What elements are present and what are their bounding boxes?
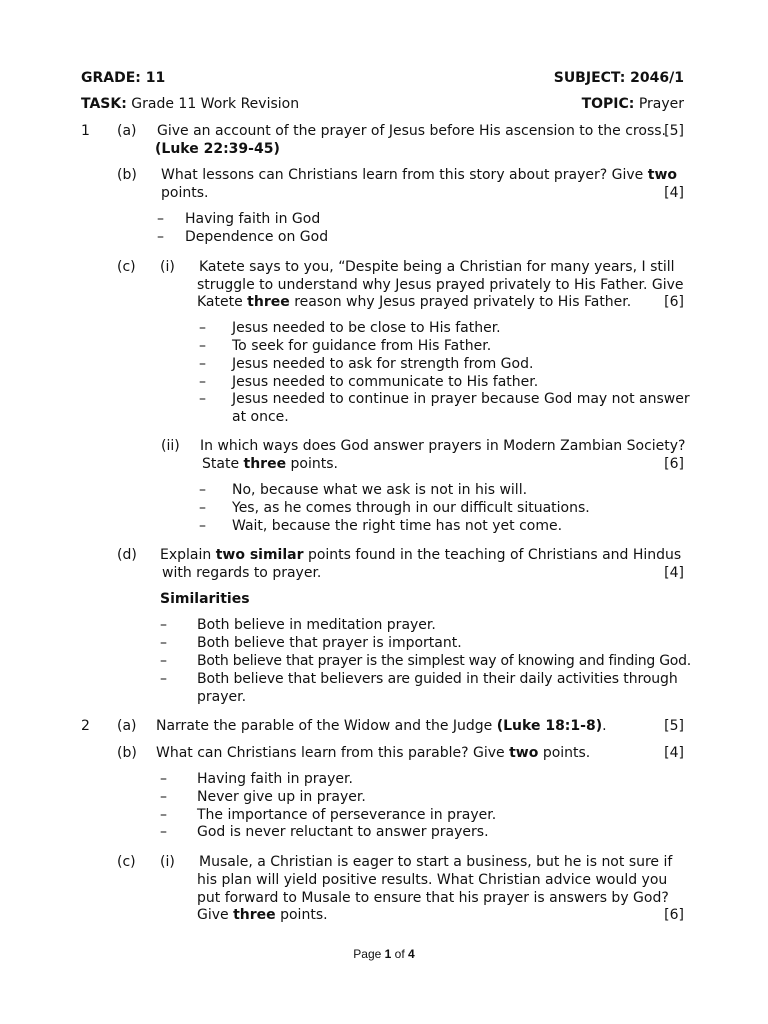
q1cii-text: State — [202, 456, 240, 472]
q2a-marks: [5] — [664, 718, 684, 734]
bullet-dash: – — [199, 338, 206, 354]
q2b-answer-2: Never give up in prayer. — [197, 789, 366, 805]
page-total: 4 — [408, 947, 415, 961]
q1a-label: (a) — [117, 123, 137, 139]
task-value: Grade 11 Work Revision — [131, 96, 300, 112]
q2b-line — [156, 744, 590, 762]
q1d-answer-3: Both believe that prayer is the simplest way of knowing and finding God. — [197, 653, 691, 669]
q1d-label: (d) — [117, 547, 137, 563]
bullet-dash: – — [157, 229, 164, 245]
q1ci-answer-4: Jesus needed to communicate to His father. — [232, 374, 539, 390]
q2c-label: (c) — [117, 854, 136, 870]
q1b-answer-1: Having faith in God — [185, 211, 321, 227]
q2ci-bold: three — [233, 907, 276, 923]
q2b-label: (b) — [117, 745, 137, 761]
similarities-heading: Similarities — [160, 591, 250, 607]
q1cii-answer-2: Yes, as he comes through in our difficult situations. — [232, 500, 590, 516]
q1d-answer-2: Both believe that prayer is important. — [197, 635, 462, 651]
q1ci-line2: struggle to understand why Jesus prayed privately to His Father. Give — [197, 277, 684, 293]
q2ci-marks: [6] — [664, 907, 684, 923]
q2-number: 2 — [81, 718, 90, 734]
topic-line — [582, 95, 684, 113]
bullet-dash: – — [199, 482, 206, 498]
q1a-reference: (Luke 22:39-45) — [155, 141, 280, 157]
bullet-dash: – — [160, 653, 167, 669]
topic-value: Prayer — [638, 96, 684, 112]
bullet-dash: – — [199, 500, 206, 516]
q1c-label: (c) — [117, 259, 136, 275]
bullet-dash: – — [160, 617, 167, 633]
q1d-bold: two similar — [215, 547, 304, 563]
q1ci-line1: Katete says to you, “Despite being a Christian for many years, I still — [199, 259, 675, 275]
q2b-answer-4: God is never reluctant to answer prayers. — [197, 824, 489, 840]
bullet-dash: – — [160, 789, 167, 805]
q2b-answer-1: Having faith in prayer. — [197, 771, 353, 787]
q1d-line1 — [160, 546, 681, 564]
q1cii-answer-3: Wait, because the right time has not yet come. — [232, 518, 563, 534]
q2ci-line1: Musale, a Christian is eager to start a business, but he is not sure if — [199, 854, 673, 870]
q2a-period: . — [602, 718, 607, 734]
q2b-text: What can Christians learn from this parable? Give — [156, 745, 505, 761]
q2b-bold: two — [509, 745, 539, 761]
q1cii-label: (ii) — [161, 438, 180, 454]
q2ci-label: (i) — [160, 854, 175, 870]
page-footer — [0, 946, 768, 962]
q1ci-answer-2: To seek for guidance from His Father. — [232, 338, 492, 354]
q1cii-text-post: points. — [290, 456, 338, 472]
q1-number: 1 — [81, 123, 90, 139]
bullet-dash: – — [160, 824, 167, 840]
bullet-dash: – — [199, 518, 206, 534]
q1ci-answer-5-cont: at once. — [232, 409, 289, 425]
q1cii-marks: [6] — [664, 456, 684, 472]
q1cii-line1: In which ways does God answer prayers in Modern Zambian Society? — [200, 438, 686, 454]
q2b-marks: [4] — [664, 745, 684, 761]
bullet-dash: – — [199, 356, 206, 372]
q1d-line2: with regards to prayer. — [162, 565, 322, 581]
subject-label: SUBJECT: — [553, 70, 626, 86]
q1ci-line3 — [197, 293, 631, 311]
q1d-answer-1: Both believe in meditation prayer. — [197, 617, 436, 633]
bullet-dash: – — [160, 671, 167, 687]
q2a-text: Narrate the parable of the Widow and the Judge — [156, 718, 493, 734]
of-word: of — [394, 947, 405, 961]
bullet-dash: – — [157, 211, 164, 227]
subject-line — [554, 69, 684, 87]
q1a-marks: [5] — [664, 123, 684, 139]
task-line — [81, 95, 299, 113]
grade-label: GRADE: — [81, 70, 141, 86]
q1ci-marks: [6] — [664, 294, 684, 310]
q1ci-label: (i) — [160, 259, 175, 275]
q2ci-line3: put forward to Musale to ensure that his prayer is answers by God? — [197, 890, 669, 906]
q1ci-answer-5: Jesus needed to continue in prayer because God may not answer — [232, 391, 690, 407]
bullet-dash: – — [160, 807, 167, 823]
q1cii-line2 — [202, 455, 338, 473]
q1d-text-post: points found in the teaching of Christians and Hindus — [307, 547, 682, 563]
task-label: TASK: — [81, 96, 127, 112]
q2b-text-post: points. — [542, 745, 591, 761]
grade-value: 11 — [145, 70, 166, 86]
page-word: Page — [353, 947, 382, 961]
bullet-dash: – — [160, 771, 167, 787]
bullet-dash: – — [199, 320, 206, 336]
q1b-text: What lessons can Christians learn from this story about prayer? Give — [161, 167, 644, 183]
q1ci-bold: three — [247, 294, 290, 310]
q1ci-answer-1: Jesus needed to be close to His father. — [232, 320, 501, 336]
q1b-line2: points. — [161, 185, 209, 201]
bullet-dash: – — [199, 391, 206, 407]
q1ci-text: Katete — [197, 294, 243, 310]
q1ci-answer-3: Jesus needed to ask for strength from God. — [232, 356, 534, 372]
q1ci-text-post: reason why Jesus prayed privately to His Father. — [294, 294, 632, 310]
q1b-answer-2: Dependence on God — [185, 229, 329, 245]
q2a-label: (a) — [117, 718, 137, 734]
q1a-text: Give an account of the prayer of Jesus before His ascension to the cross. — [157, 123, 666, 139]
q1d-text: Explain — [160, 547, 212, 563]
q1b-marks: [4] — [664, 185, 684, 201]
q2ci-line4 — [197, 906, 328, 924]
page-number: 1 — [384, 947, 392, 961]
q1cii-bold: three — [243, 456, 287, 472]
bullet-dash: – — [199, 374, 206, 390]
q2ci-text: Give — [197, 907, 229, 923]
q1b-label: (b) — [117, 167, 137, 183]
q1d-answer-4-cont: prayer. — [197, 689, 247, 705]
topic-label: TOPIC: — [581, 96, 635, 112]
subject-value: 2046/1 — [630, 70, 684, 86]
q2b-answer-3: The importance of perseverance in prayer. — [197, 807, 497, 823]
grade-line — [81, 69, 165, 87]
q2ci-text-post: points. — [280, 907, 328, 923]
bullet-dash: – — [160, 635, 167, 651]
q2ci-line2: his plan will yield positive results. What Christian advice would you — [197, 872, 668, 888]
q1d-marks: [4] — [664, 565, 684, 581]
q2a-line — [156, 717, 607, 735]
q1b-line1 — [161, 166, 677, 184]
q1d-answer-4: Both believe that believers are guided in their daily activities through — [197, 671, 678, 687]
q1cii-answer-1: No, because what we ask is not in his will. — [232, 482, 528, 498]
q2a-reference: (Luke 18:1-8) — [496, 718, 603, 734]
q1b-bold: two — [647, 167, 677, 183]
